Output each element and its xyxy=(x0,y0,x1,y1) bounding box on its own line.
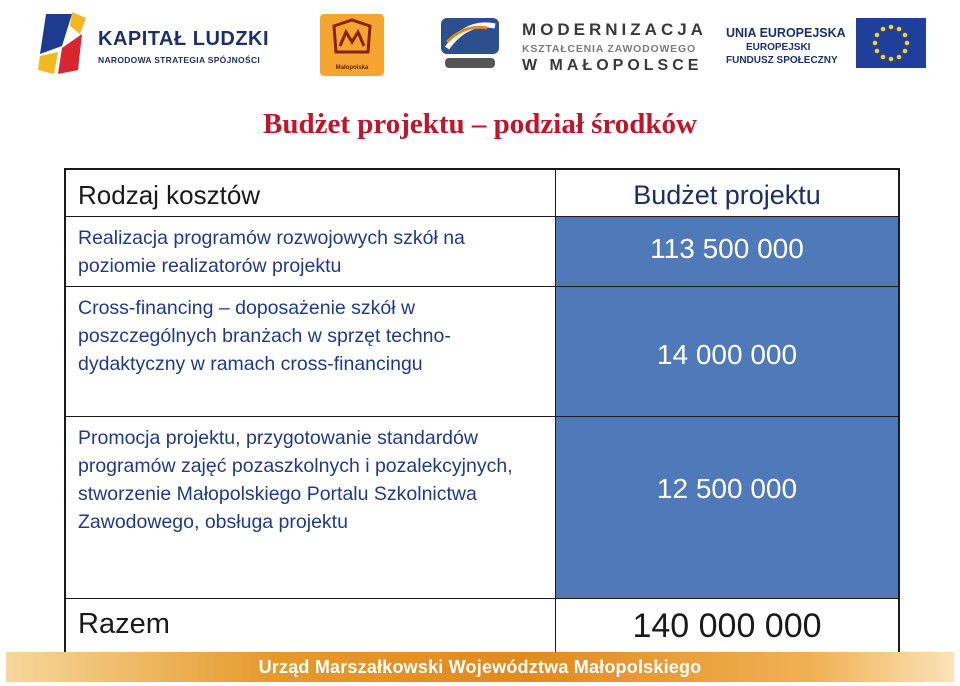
malopolska-emblem-icon xyxy=(320,14,384,64)
modernizacja-logo xyxy=(437,12,503,74)
table-row-cost-value xyxy=(556,417,898,599)
cost-value: 12 500 000 xyxy=(656,473,798,504)
modernizacja-line3: W MAŁOPOLSCE xyxy=(522,57,703,74)
total-label-cell xyxy=(66,599,556,652)
table-row-cost-label xyxy=(66,287,556,417)
kapital-ludzki-title: KAPITAŁ LUDZKI xyxy=(98,28,270,50)
total-label: Razem xyxy=(78,608,170,640)
table-header-cost-type xyxy=(66,170,556,217)
total-value-cell xyxy=(556,599,898,652)
table-row-cost-label xyxy=(66,417,556,599)
cost-value: 113 500 000 xyxy=(650,233,804,264)
footer-text: Urząd Marszałkowski Województwa Małopolskiego xyxy=(258,657,702,677)
cost-label: Promocja projektu, przygotowanie standardów programów zajęć pozaszkolnych i pozalekcyjnych, stworzenie Małopolskiego Portalu Szkolnictwa Zawodowego, obsługa projektu xyxy=(78,427,513,533)
table-row-cost-value xyxy=(556,287,898,417)
eu-flag xyxy=(856,18,926,68)
kapital-ludzki-logo xyxy=(32,4,92,82)
kapital-ludzki-subtitle: NARODOWA STRATEGIA SPÓJNOŚCI xyxy=(98,55,261,65)
total-value: 140 000 000 xyxy=(632,607,822,645)
eu-line2: EUROPEJSKI xyxy=(746,42,811,53)
cost-label: Cross-financing – doposażenie szkół w poszczególnych branżach w sprzęt techno-dydaktyczny w ramach cross-financingu xyxy=(78,297,451,375)
header-budget-label: Budżet projektu xyxy=(633,180,821,210)
page-title: Budżet projektu – podział środków xyxy=(263,108,697,140)
malopolska-label: Małopolska xyxy=(335,65,369,71)
footer-bar xyxy=(6,652,954,682)
modernizacja-line1: MODERNIZACJA xyxy=(522,20,707,39)
table-row-cost-label xyxy=(66,217,556,287)
table-header-budget xyxy=(556,170,898,217)
logo-strip xyxy=(0,0,960,100)
eu-line1: UNIA EUROPEJSKA xyxy=(726,26,846,40)
cost-value: 14 000 000 xyxy=(656,339,798,370)
budget-table xyxy=(64,168,900,654)
kapital-ludzki-text xyxy=(98,28,269,65)
eu-text xyxy=(726,26,846,66)
modernizacja-line2: KSZTAŁCENIA ZAWODOWEGO xyxy=(522,43,696,55)
modernizacja-text xyxy=(522,20,707,75)
table-row-cost-value xyxy=(556,217,898,287)
malopolska-logo xyxy=(320,14,384,76)
header-cost-type-label: Rodzaj kosztów xyxy=(78,180,261,210)
cost-label: Realizacja programów rozwojowych szkół na poziomie realizatorów projektu xyxy=(78,227,465,277)
eu-line3: FUNDUSZ SPOŁECZNY xyxy=(726,55,838,66)
